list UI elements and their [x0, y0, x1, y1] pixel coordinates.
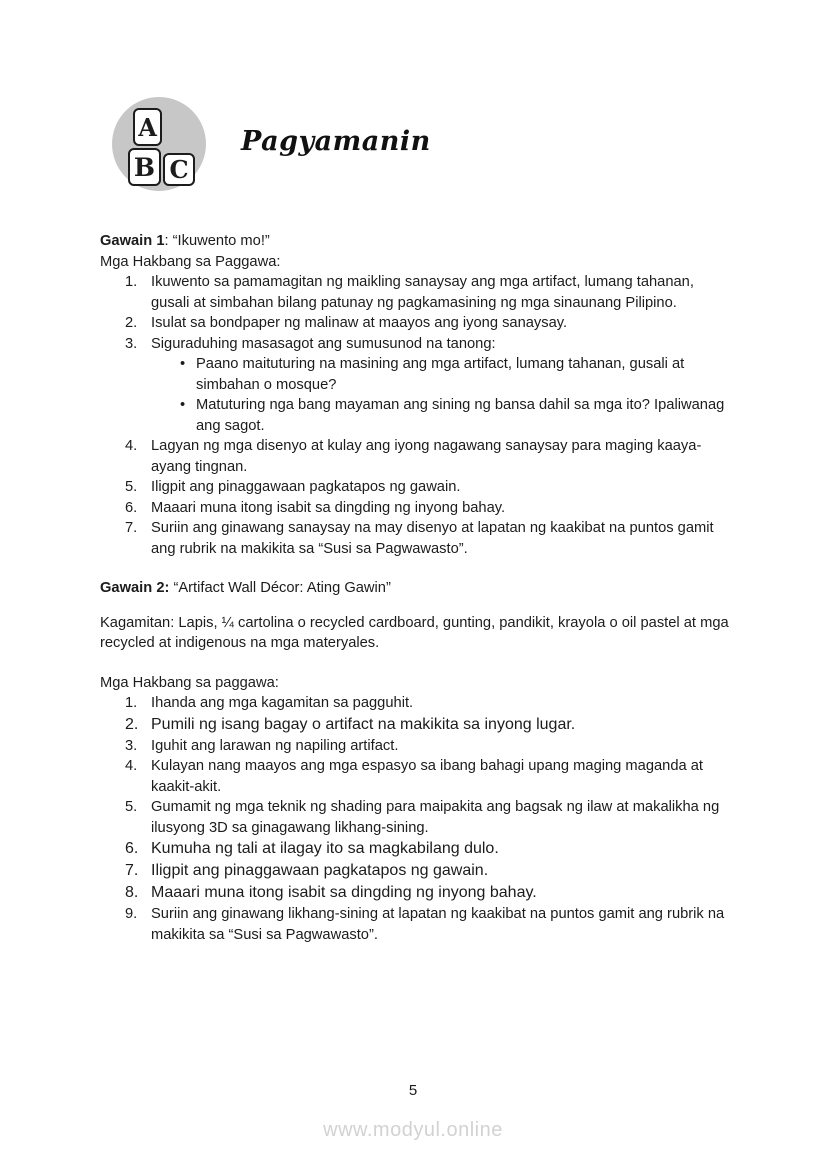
step-item — [100, 334, 730, 437]
step-item: Maaari muna itong isabit sa dingding ng inyong bahay. — [151, 499, 506, 516]
abc-blocks-icon — [112, 97, 206, 191]
section-header — [112, 97, 431, 191]
step-item: Iligpit ang pinaggawaan pagkatapos ng gawain. — [151, 862, 489, 879]
step-item: Suriin ang ginawang sanaysay na may disenyo at lapatan ng kaakibat na puntos gamit ang rubrik na makikita sa “Susi sa Pagwawasto”. — [151, 520, 714, 557]
gawain2-steps-list — [100, 693, 730, 945]
bullet-item: • Paano maituturing na masining ang mga artifact, lumang tahanan, gusali at simbahan o mosque? — [151, 354, 730, 395]
step-item: Gumamit ng mga teknik ng shading para maipakita ang bagsak ng ilaw at makalikha ng ilusyong 3D sa ginagawang likhang-sining. — [151, 799, 720, 836]
step-item: Ihanda ang mga kagamitan sa pagguhit. — [151, 695, 414, 711]
content-area — [100, 231, 730, 945]
section-title: Pagyamanin — [241, 125, 431, 157]
page-number: 5 — [408, 1082, 418, 1099]
gawain1-heading — [100, 231, 730, 252]
step-item: Kulayan nang maayos ang mga espasyo sa ibang bahagi upang maging maganda at kaakit-akit. — [151, 758, 703, 795]
step-item: Iguhit ang larawan ng napiling artifact. — [151, 737, 399, 754]
step-item: Iligpit ang pinaggawaan pagkatapos ng gawain. — [151, 479, 461, 495]
gawain2-subheading: Mga Hakbang sa paggawa: — [100, 674, 279, 691]
gawain1-label: Gawain 1 — [100, 233, 165, 249]
bullet-item: • Matuturing nga bang mayaman ang sining ng bansa dahil sa mga ito? Ipaliwanag ang sagot. — [151, 395, 730, 436]
step-item: Suriin ang ginawang likhang-sining at lapatan ng kaakibat na puntos gamit ang rubrik na makikita sa “Susi sa Pagwawasto”. — [151, 906, 725, 943]
question-bullets-list — [151, 354, 730, 436]
gawain2-label: Gawain 2: — [100, 580, 170, 596]
gawain2-heading — [100, 578, 730, 599]
logo-block-c: C — [163, 153, 195, 186]
watermark: www.modyul.online — [323, 1119, 503, 1141]
step-item: Kumuha ng tali at ilagay ito sa magkabilang dulo. — [151, 840, 499, 857]
step-text: Siguraduhing masasagot ang sumusunod na tanong: — [151, 335, 496, 352]
step-item: Ikuwento sa pamamagitan ng maikling sanaysay ang mga artifact, lumang tahanan, gusali at simbahan bilang patunay ng pagkamasining ng mga sinaunang Pilipino. — [151, 274, 694, 311]
step-item: Lagyan ng mga disenyo at kulay ang iyong nagawang sanaysay para maging kaaya-ayang tingnan. — [151, 438, 702, 475]
step-item: Maaari muna itong isabit sa dingding ng inyong bahay. — [151, 884, 537, 901]
gawain2-materials: Kagamitan: Lapis, ¼ cartolina o recycled cardboard, gunting, pandikit, krayola o oil pastel at mga recycled at indigenous na mga materyales. — [100, 614, 729, 651]
step-item: Isulat sa bondpaper ng malinaw at maayos ang iyong sanaysay. — [151, 315, 568, 331]
logo-block-b: B — [128, 148, 161, 186]
logo-block-a: A — [133, 108, 162, 146]
gawain1-subheading: Mga Hakbang sa Paggawa: — [100, 253, 281, 270]
gawain2-title-text: “Artifact Wall Décor: Ating Gawin” — [169, 580, 391, 596]
step-item: Pumili ng isang bagay o artifact na makikita sa inyong lugar. — [151, 715, 576, 733]
gawain1-steps-list — [100, 272, 730, 559]
gawain1-title-text: : “Ikuwento mo!” — [164, 233, 270, 249]
